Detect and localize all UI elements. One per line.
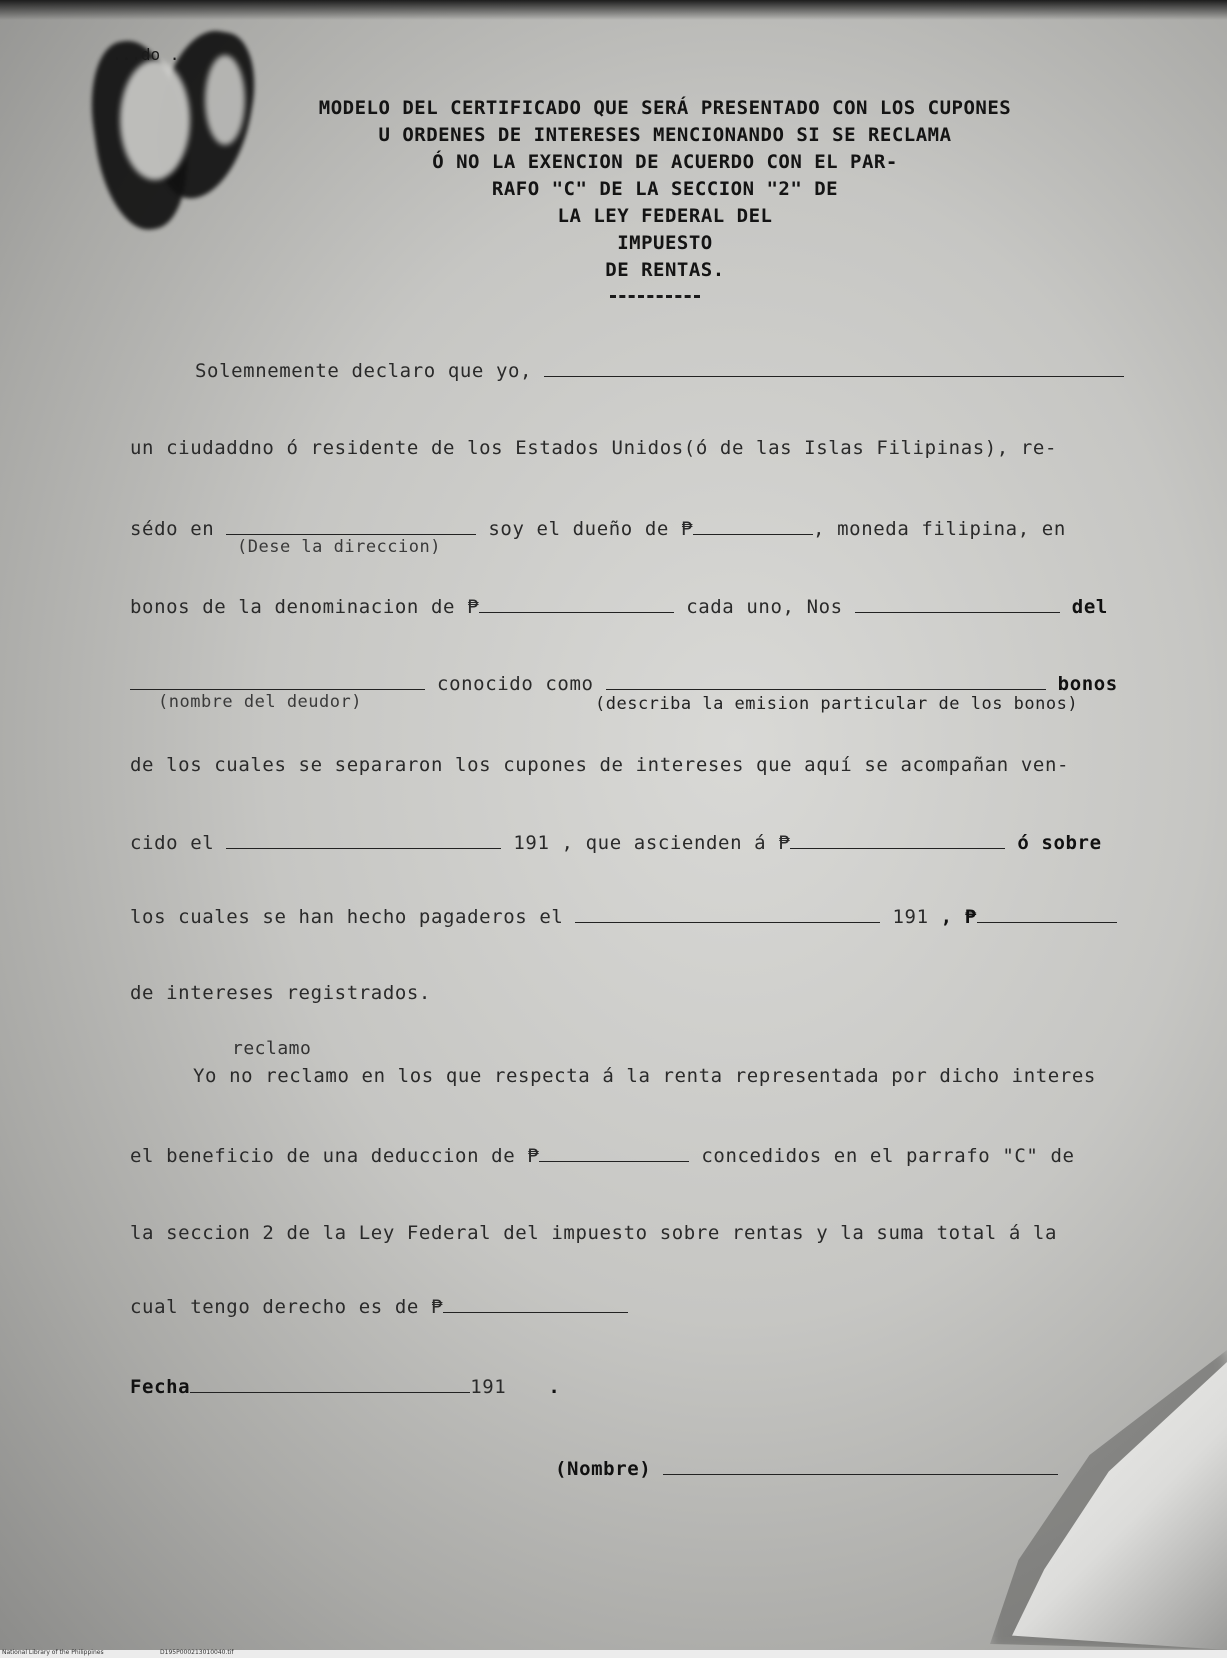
amount-due-blank[interactable] bbox=[790, 832, 1005, 849]
form-text: del bbox=[1071, 596, 1108, 618]
amount-blank[interactable] bbox=[693, 518, 813, 535]
form-text: un ciudaddno ó residente de los Estados Unidos(ó de las Islas Filipinas), re- bbox=[130, 437, 1057, 459]
form-text: 191 bbox=[513, 832, 550, 854]
date-blank[interactable] bbox=[190, 1376, 470, 1393]
footer-library: National Library of the Philippines bbox=[2, 1649, 104, 1656]
deduction-blank[interactable] bbox=[539, 1145, 689, 1162]
form-text: concedidos en el parrafo "C" de bbox=[701, 1145, 1075, 1167]
form-text: la seccion 2 de la Ley Federal del impuesto sobre rentas y la suma total á la bbox=[130, 1222, 1057, 1244]
emission-note: (describa la emision particular de los bonos) bbox=[595, 694, 1079, 714]
payable-date-blank[interactable] bbox=[575, 906, 880, 923]
form-text: Yo no reclamo en los que respecta á la renta representada por dicho interes bbox=[193, 1065, 1096, 1087]
form-text: cual tengo derecho es de ₱ bbox=[130, 1296, 444, 1318]
emission-blank[interactable] bbox=[606, 673, 1046, 690]
form-text: , que ascienden á ₱ bbox=[561, 832, 791, 854]
form-line-date bbox=[130, 1376, 560, 1398]
form-line-deduction bbox=[130, 1145, 1075, 1167]
form-line-due bbox=[130, 832, 1102, 854]
address-note: (Dese la direccion) bbox=[237, 537, 441, 557]
form-text: ó sobre bbox=[1017, 832, 1102, 854]
scan-footer bbox=[0, 1650, 1227, 1658]
registered-amount-blank[interactable] bbox=[977, 906, 1117, 923]
page-fold-corner bbox=[1012, 1362, 1227, 1650]
form-text: 191 bbox=[470, 1376, 507, 1398]
form-text: bonos de la denominacion de ₱ bbox=[130, 596, 480, 618]
form-text: bonos bbox=[1057, 673, 1118, 695]
form-text: sédo en bbox=[130, 518, 215, 540]
footer-filename: D195P000213010040.tif bbox=[160, 1649, 234, 1656]
form-text: cido el bbox=[130, 832, 215, 854]
form-line-coupons bbox=[130, 754, 1069, 776]
form-line-residence bbox=[130, 437, 1057, 459]
form-text: los cuales se han hecho pagaderos el bbox=[130, 906, 564, 928]
title-line: MODELO DEL CERTIFICADO QUE SERÁ PRESENTADO CON LOS CUPONES bbox=[318, 97, 1012, 119]
debtor-note: (nombre del deudor) bbox=[158, 692, 362, 712]
form-text: , moneda filipina, en bbox=[813, 518, 1066, 540]
signature-label: (Nombre) bbox=[555, 1458, 652, 1480]
scan-edge bbox=[0, 0, 1227, 20]
handwritten-correction: reclamo bbox=[232, 1038, 312, 1059]
form-line-signature bbox=[555, 1458, 1058, 1480]
burn-mark-hole bbox=[120, 60, 190, 180]
form-line-denomination bbox=[130, 596, 1108, 618]
due-date-blank[interactable] bbox=[226, 832, 501, 849]
form-text: de intereses registrados. bbox=[130, 982, 431, 1004]
form-line-registered bbox=[130, 982, 431, 1004]
form-text: . bbox=[548, 1376, 561, 1398]
title-line: DE RENTAS. bbox=[605, 259, 725, 281]
form-text: Solemnemente declaro que yo, bbox=[195, 360, 533, 382]
form-line-total bbox=[130, 1296, 628, 1318]
corner-mark: ...do . bbox=[112, 45, 180, 64]
title-line: RAFO "C" DE LA SECCION "2" DE bbox=[491, 178, 839, 200]
form-text: cada uno, Nos bbox=[686, 596, 843, 618]
form-line-law bbox=[130, 1222, 1057, 1244]
debtor-blank[interactable] bbox=[130, 673, 425, 690]
title-line: IMPUESTO bbox=[617, 232, 713, 254]
denomination-blank[interactable] bbox=[479, 596, 674, 613]
title-separator bbox=[610, 295, 700, 298]
form-text: soy el dueño de ₱ bbox=[488, 518, 694, 540]
form-text: , ₱ bbox=[940, 906, 977, 928]
total-blank[interactable] bbox=[443, 1296, 628, 1313]
form-line-declaration bbox=[195, 360, 1124, 382]
form-text: de los cuales se separaron los cupones de intereses que aquí se acompañan ven- bbox=[130, 754, 1070, 776]
form-text: conocido como bbox=[437, 673, 594, 695]
signature-blank[interactable] bbox=[663, 1458, 1058, 1475]
form-text: el beneficio de una deduccion de ₱ bbox=[130, 1145, 540, 1167]
name-blank[interactable] bbox=[544, 360, 1124, 377]
title-line: Ó NO LA EXENCION DE ACUERDO CON EL PAR- bbox=[432, 151, 898, 173]
form-line-payable bbox=[130, 906, 1117, 928]
title-line: U ORDENES DE INTERESES MENCIONANDO SI SE RECLAMA bbox=[378, 124, 952, 146]
title-line: LA LEY FEDERAL DEL bbox=[557, 205, 773, 227]
form-text: 191 bbox=[892, 906, 929, 928]
form-line-claim bbox=[193, 1065, 1096, 1087]
numbers-blank[interactable] bbox=[855, 596, 1060, 613]
document-title bbox=[250, 95, 1080, 284]
burn-mark-hole bbox=[205, 55, 245, 145]
date-label: Fecha bbox=[130, 1376, 191, 1398]
address-blank[interactable] bbox=[226, 518, 476, 535]
